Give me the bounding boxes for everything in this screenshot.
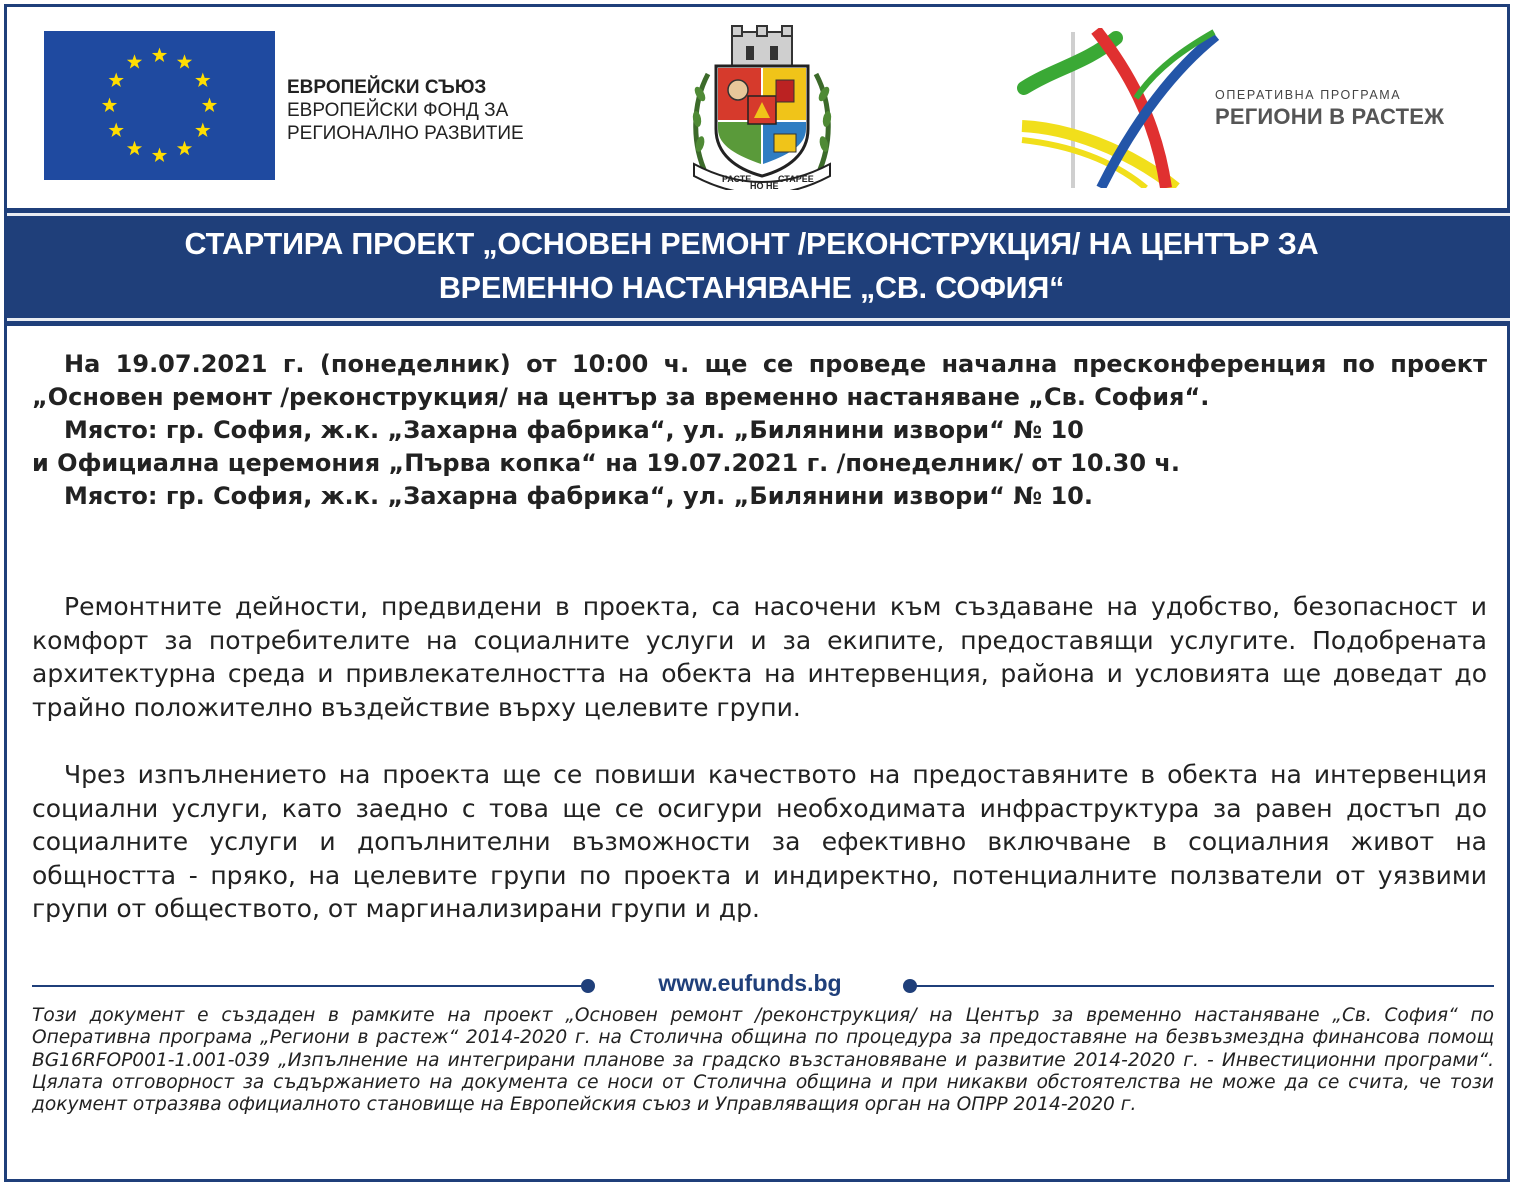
sofia-coat-of-arms-icon bbox=[688, 24, 836, 190]
announcement-place-2: Място: гр. София, ж.к. „Захарна фабрика“, ул. „Билянини извори“ № 10. bbox=[64, 482, 1093, 510]
regions-in-growth-logo-icon bbox=[1016, 28, 1221, 188]
eu-flag-icon bbox=[44, 31, 275, 180]
body-paragraph-1: Ремонтните дейности, предвидени в проекта, са насочени към създаване на удобство, безопасност и комфорт за потребителите на социалните услуги и за екипите, предоставящи услугите. Подобрената архитектурна среда и привлекателността на обекта на интервенция, района и условията ще доведат до трайно положително въздействие върху целевите групи. bbox=[32, 592, 1487, 722]
divider-right bbox=[912, 985, 1494, 987]
announcement bbox=[32, 348, 1487, 513]
operational-programme-label bbox=[1215, 88, 1444, 131]
disclaimer: Този документ е създаден в рамките на проект „Основен ремонт /реконструкция/ на Център за временно настаняване „Св. София“ по Оперативна програма „Региони в растеж“ 2014-2020 г. на Столична община по процедура за предоставяне на безвъзмездна финансова помощ BG16RFOP001-1.001-039 „Изпълнение на интегрирани планове за градско възстановяване и развитие 2014-2020 г. - Инвестиционни програми“. Цялата отговорност за съдържанието на документа се носи от Столична община и при никакви обстоятелства не може да се счита, че този документ отразява официалното становище на Европейския съюз и Управляващия орган на ОПРР 2014-2020 г. bbox=[32, 1005, 1494, 1116]
eu-line-1: ЕВРОПЕЙСКИ СЪЮЗ bbox=[287, 77, 487, 98]
announcement-intro: На 19.07.2021 г. (понеделник) от 10:00 ч. ще се проведе начална пресконференция по проект „Основен ремонт /реконструкция/ на център за временно настаняване „Св. София“. bbox=[32, 350, 1487, 411]
title-line-2: ВРЕМЕННО НАСТАНЯВАНЕ „СВ. СОФИЯ“ bbox=[438, 271, 1065, 305]
crest-motto-left: РАСТЕ bbox=[722, 174, 752, 184]
op-big-label: РЕГИОНИ В РАСТЕЖ bbox=[1215, 104, 1445, 129]
crest-motto-mid: НО НЕ bbox=[750, 181, 779, 190]
website-link[interactable]: www.eufunds.bg bbox=[658, 970, 842, 996]
announcement-place-1: Място: гр. София, ж.к. „Захарна фабрика“, ул. „Билянини извори“ № 10 bbox=[64, 416, 1084, 444]
eu-line-3: РЕГИОНАЛНО РАЗВИТИЕ bbox=[287, 123, 524, 144]
divider-left bbox=[32, 985, 586, 987]
page-title bbox=[0, 222, 1503, 310]
title-line-1: СТАРТИРА ПРОЕКТ „ОСНОВЕН РЕМОНТ /РЕКОНСТРУКЦИЯ/ НА ЦЕНТЪР ЗА bbox=[184, 227, 1319, 261]
band-line-bottom bbox=[7, 318, 1510, 321]
op-small-label: ОПЕРАТИВНА ПРОГРАМА bbox=[1215, 88, 1402, 102]
crest-motto-right: СТАРЕЕ bbox=[778, 174, 814, 184]
band-line-top bbox=[7, 213, 1510, 216]
eu-fund-label bbox=[287, 76, 524, 145]
announcement-ceremony: и Официална церемония „Първа копка“ на 19.07.2021 г. /понеделник/ от 10.30 ч. bbox=[32, 449, 1180, 477]
body-paragraph-2: Чрез изпълнението на проекта ще се повиши качеството на предоставяните в обекта на интервенция социални услуги, като заедно с това ще се осигури необходимата инфраструктура за равен достъп до социалните услуги и допълнителни възможности за ефективно включване в социалния живот на общността - пряко, на целевите групи по проекта и индиректно, потенциалните ползватели от уязвими групи от обществото, от маргинализирани групи и др. bbox=[32, 760, 1487, 923]
divider-dot-left bbox=[581, 979, 595, 993]
eu-line-2: ЕВРОПЕЙСКИ ФОНД ЗА bbox=[287, 100, 509, 121]
